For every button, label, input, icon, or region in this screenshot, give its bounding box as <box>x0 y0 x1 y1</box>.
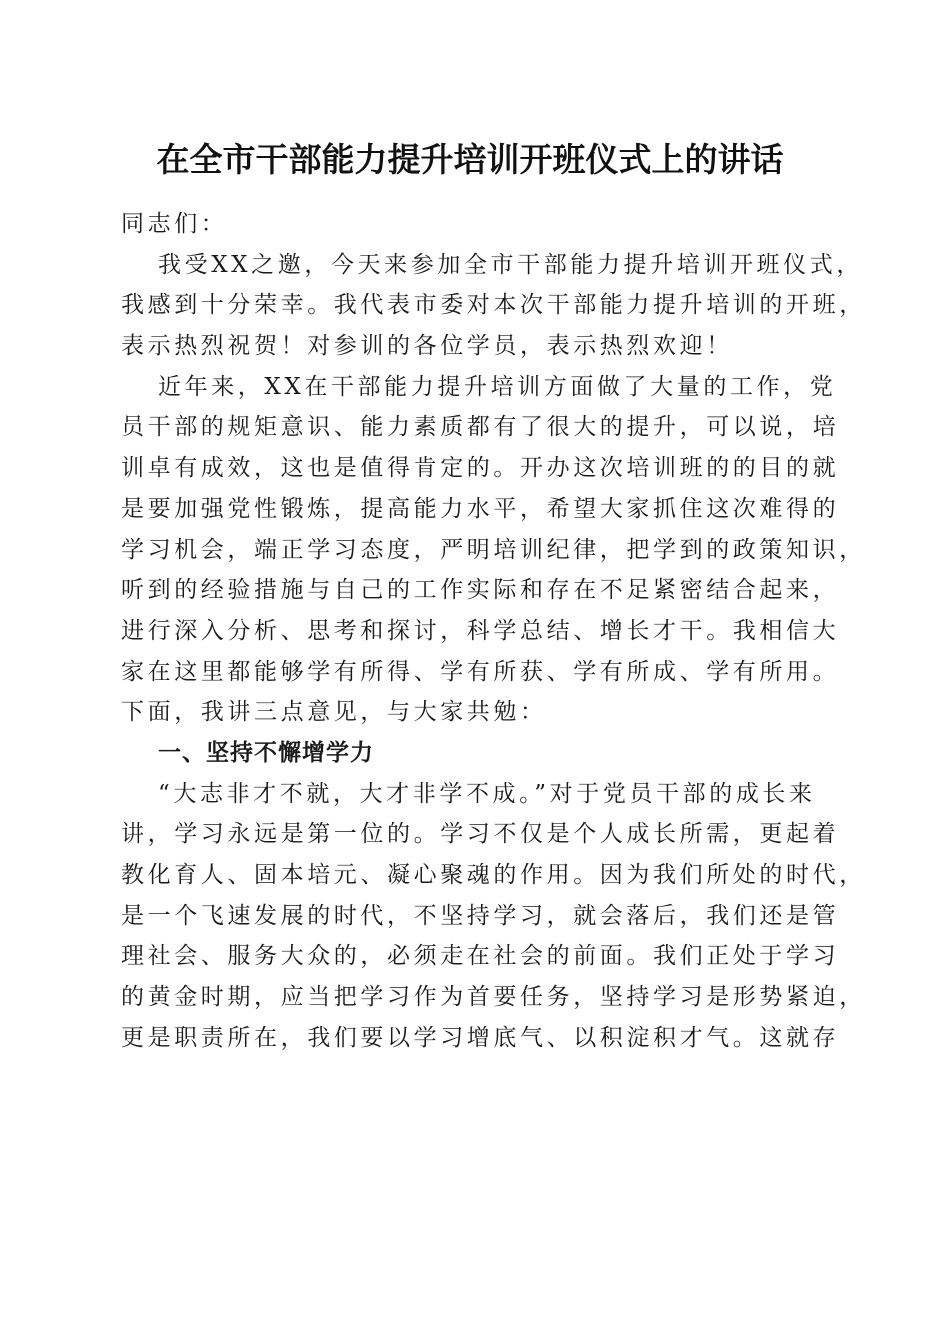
text-line: 员干部的规矩意识、能力素质都有了很大的提升，可以说，培 <box>121 414 840 441</box>
text-line: 近年来，XX在干部能力提升培训方面做了大量的工作，党 <box>158 373 837 400</box>
text-line: 表示热烈祝贺！对参训的各位学员，表示热烈欢迎！ <box>121 333 733 360</box>
paragraph-lines <box>121 245 866 733</box>
text-line: 是一个飞速发展的时代，不坚持学习，就会落后，我们还是管 <box>121 902 840 929</box>
section-paragraph-lines <box>121 774 866 1059</box>
text-line: 我受XX之邀，今天来参加全市干部能力提升培训开班仪式， <box>158 251 863 278</box>
document-title: 在全市干部能力提升培训开班仪式上的讲话 <box>156 140 784 179</box>
text-line: 下面，我讲三点意见，与大家共勉： <box>121 699 547 726</box>
text-line: 家在这里都能够学有所得、学有所获、学有所成、学有所用。 <box>121 658 840 685</box>
text-line: 更是职责所在，我们要以学习增底气、以积淀积才气。这就存 <box>121 1024 840 1051</box>
salutation: 同志们： <box>121 211 228 237</box>
text-line: 教化育人、固本培元、凝心聚魂的作用。因为我们所处的时代， <box>121 862 866 888</box>
text-line: 听到的经验措施与自己的工作实际和存在不足紧密结合起来， <box>121 577 840 604</box>
text-line: 我感到十分荣幸。我代表市委对本次干部能力提升培训的开班， <box>121 292 866 319</box>
text-line: 是要加强党性锻炼，提高能力水平，希望大家抓住这次难得的 <box>121 495 840 522</box>
text-line: “大志非才不就，大才非学不成。”对于党员干部的成长来 <box>158 780 816 807</box>
text-line: 学习机会，端正学习态度，严明培训纪律，把学到的政策知识， <box>121 536 866 563</box>
document-body <box>121 204 866 1058</box>
text-line: 讲，学习永远是第一位的。学习不仅是个人成长所需，更起着 <box>121 821 840 848</box>
text-line: 的黄金时期，应当把学习作为首要任务，坚持学习是形势紧迫， <box>121 984 866 1011</box>
text-line: 理社会、服务大众的，必须走在社会的前面。我们正处于学习 <box>121 943 840 970</box>
text-line: 训卓有成效，这也是值得肯定的。开办这次培训班的的目的就 <box>121 455 840 482</box>
text-line: 进行深入分析、思考和探讨，科学总结、增长才干。我相信大 <box>121 617 840 644</box>
section-heading: 一、坚持不懈增学力 <box>158 739 374 766</box>
